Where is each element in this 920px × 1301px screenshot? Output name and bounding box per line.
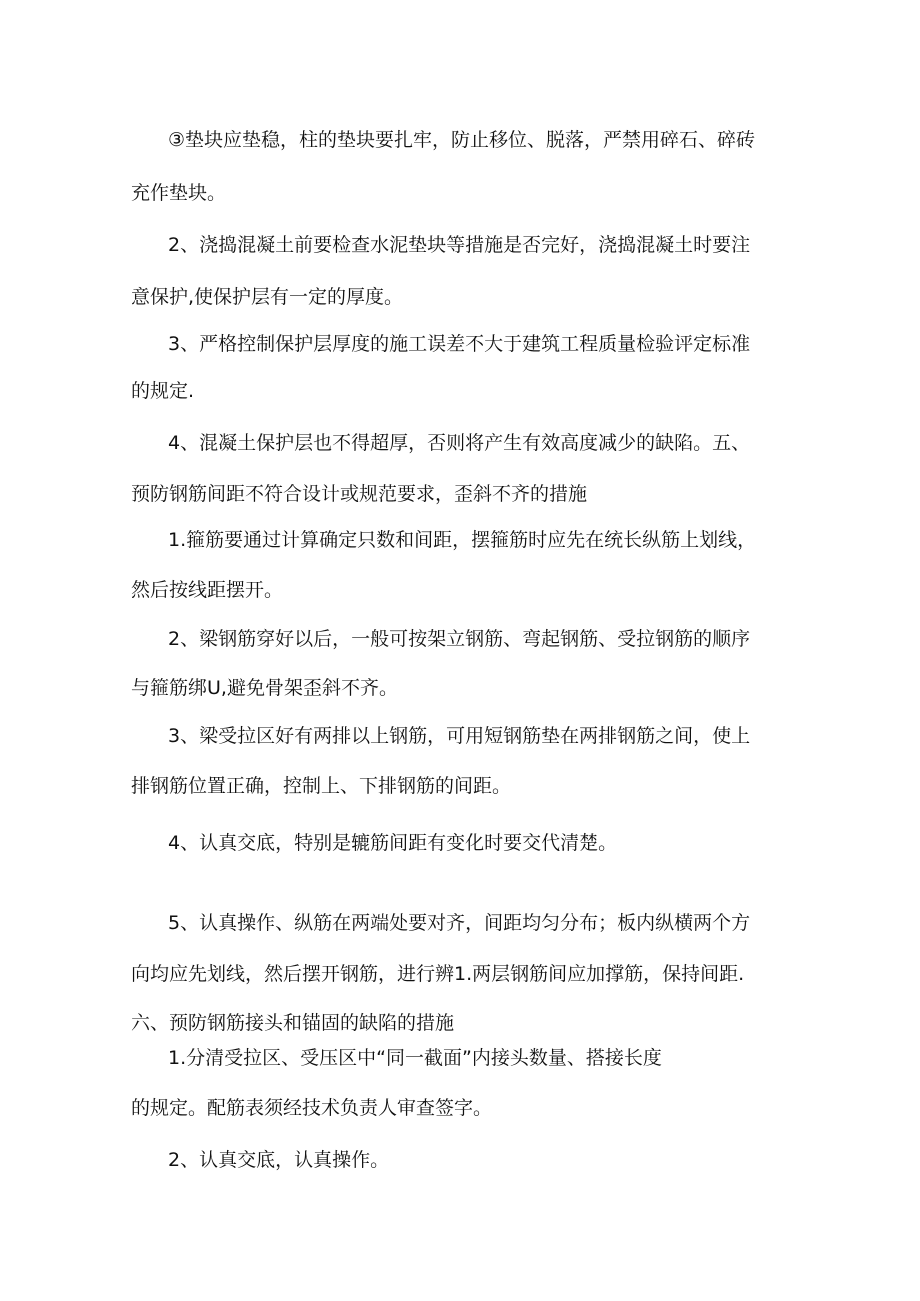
text-line: 然后按线距摆开。	[131, 579, 284, 601]
text-line: 3、梁受拉区好有两排以上钢筋，可用短钢筋垫在两排钢筋之间，使上	[168, 725, 751, 747]
text-line: 向均应先划线，然后摆开钢筋，进行辨1.两层钢筋间应加撑筋，保持间距.	[131, 963, 745, 985]
text-line: 5、认真操作、纵筋在两端处要对齐，间距均匀分布；板内纵横两个方	[168, 912, 751, 934]
text-line: 的规定.	[131, 380, 195, 402]
text-line: 2、认真交底，认真操作。	[168, 1149, 390, 1171]
text-line: 充作垫块。	[131, 182, 227, 204]
section-heading: 预防钢筋间距不符合设计或规范要求，歪斜不齐的措施	[131, 483, 588, 505]
text-line: 排钢筋位置正确，控制上、下排钢筋的间距。	[131, 775, 512, 797]
text-line: 1.箍筋要通过计算确定只数和间距，摆箍筋时应先在统长纵筋上划线，	[168, 529, 757, 551]
text-line: ③垫块应垫稳，柱的垫块要扎牢，防止移位、脱落，严禁用碎石、碎砖	[168, 129, 756, 151]
text-line: 4、混凝土保护层也不得超厚，否则将产生有效高度减少的缺陷。五、	[168, 432, 751, 454]
text-line: 1.分清受拉区、受压区中“同一截面”内接头数量、搭接长度	[168, 1047, 662, 1069]
text-line: 2、梁钢筋穿好以后，一般可按架立钢筋、弯起钢筋、受拉钢筋的顺序	[168, 628, 751, 650]
text-line: 4、认真交底，特别是辘筋间距有变化时要交代清楚。	[168, 832, 618, 854]
text-line: 2、浇捣混凝土前要检查水泥垫块等措施是否完好，浇捣混凝土时要注	[168, 234, 751, 256]
section-heading: 六、预防钢筋接头和锚固的缺陷的措施	[131, 1012, 455, 1034]
text-line: 的规定。配筋表须经技术负责人审查签字。	[131, 1097, 493, 1119]
text-line: 3、严格控制保护层厚度的施工误差不大于建筑工程质量检验评定标准	[168, 333, 751, 355]
text-line: 意保护,使保护层有一定的厚度。	[131, 286, 404, 308]
text-line: 与箍筋绑U,避免骨架歪斜不齐。	[131, 677, 398, 699]
